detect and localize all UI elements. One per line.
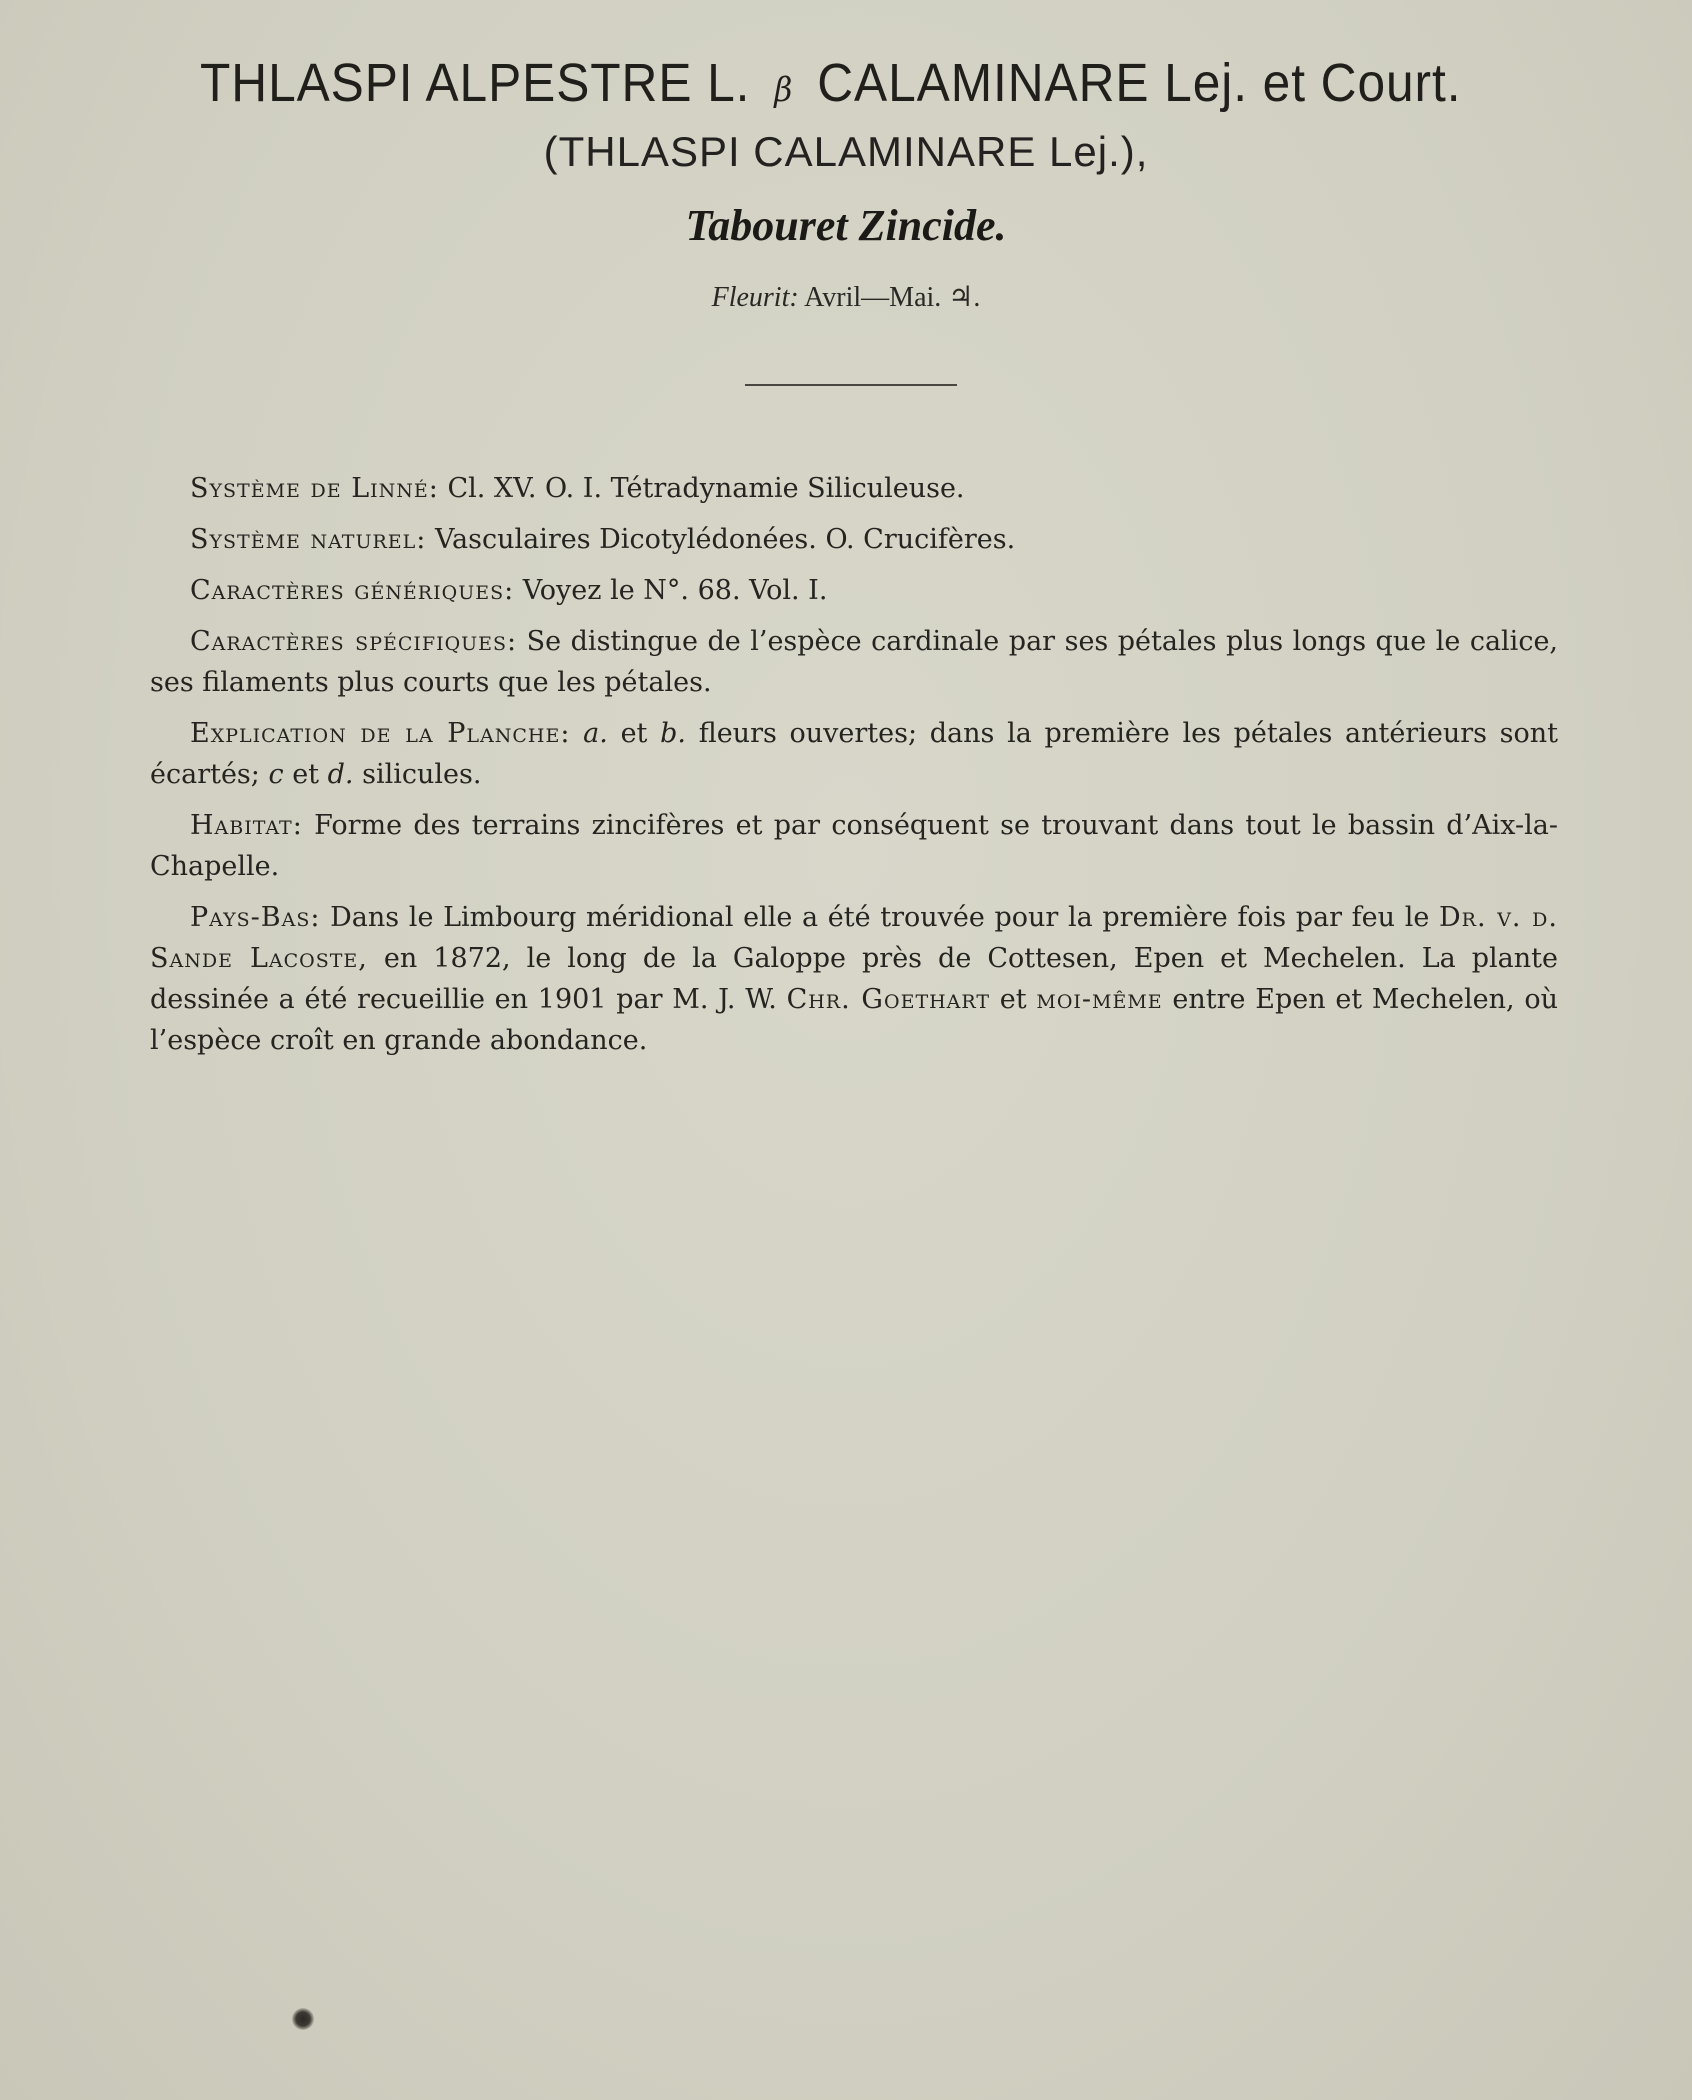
flowering-label: Fleurit: [711, 282, 799, 313]
section-text: fleurs ouvertes; dans la première les pétales antérieurs sont écartés; [150, 718, 1559, 790]
section-text: Vasculaires Dicotylédonées. O. Crucifères. [434, 524, 1016, 555]
person-name: Chr. Goethart [786, 984, 991, 1015]
section-pays-bas [150, 897, 1558, 1061]
title-genus-species: THLASPI ALPESTRE L. [200, 53, 751, 113]
section-text: Cl. XV. O. I. Tétradynamie Siliculeuse. [447, 473, 965, 504]
section-text: Forme des terrains zincifères et par conséquent se trouvant dans tout le bassin d’Aix-la-Chapelle. [150, 810, 1558, 882]
section-text: Voyez le N°. 68. Vol. I. [522, 575, 828, 606]
figure-ref-c: c [268, 759, 284, 790]
title-synonym: (THLASPI CALAMINARE Lej.), [543, 128, 1149, 175]
section-text: Se distingue de l’espèce cardinale par ses pétales plus longs que le calice, ses filaments plus courts que les pétales. [150, 626, 1558, 698]
section-habitat [150, 805, 1558, 887]
ink-spot [292, 2008, 314, 2030]
section-specifiques [150, 621, 1558, 703]
section-explication [150, 713, 1558, 795]
title-beta-symbol: β [774, 70, 794, 110]
section-linne [150, 468, 1558, 509]
page-title [200, 52, 1462, 114]
figure-ref-a: a. [583, 718, 608, 749]
section-label: Système naturel: [190, 524, 427, 555]
section-generiques [150, 570, 1558, 611]
section-text: en 1872, le long de la Galoppe près de Cottesen, Epen et Mechelen. La plante dessinée a été recueillie en 1901 par M. J. W. [150, 943, 1558, 1015]
divider-rule [745, 384, 957, 386]
section-text: silicules. [362, 759, 482, 790]
section-text: et [620, 718, 648, 749]
person-name: Dr. v. d. Sande Lacoste, [150, 902, 1558, 974]
section-label: Caractères génériques: [190, 575, 515, 606]
section-label: Système de Linné: [190, 473, 439, 504]
description-body [150, 468, 1558, 1071]
figure-ref-b: b. [660, 718, 686, 749]
section-text: entre Epen et Mechelen, où l’espèce croît en grande abondance. [150, 984, 1558, 1056]
flowering-period [0, 280, 1692, 314]
section-label: Pays-Bas: [190, 902, 321, 933]
common-name: Tabouret Zincide. [685, 201, 1007, 250]
section-text: Dans le Limbourg méridional elle a été trouvée pour la première fois par feu le [330, 902, 1430, 933]
section-label: Habitat: [190, 810, 303, 841]
section-text: et [999, 984, 1027, 1015]
figure-ref-d: d. [327, 759, 354, 790]
section-label: Caractères spécifiques: [190, 626, 518, 657]
section-text: et [292, 759, 320, 790]
flowering-value: Avril—Mai. ♃. [804, 282, 981, 313]
section-label: Explication de la Planche: [190, 718, 571, 749]
person-name: moi-même [1036, 984, 1163, 1015]
section-naturel [150, 519, 1558, 560]
title-variety: CALAMINARE Lej. et Court. [817, 53, 1462, 113]
